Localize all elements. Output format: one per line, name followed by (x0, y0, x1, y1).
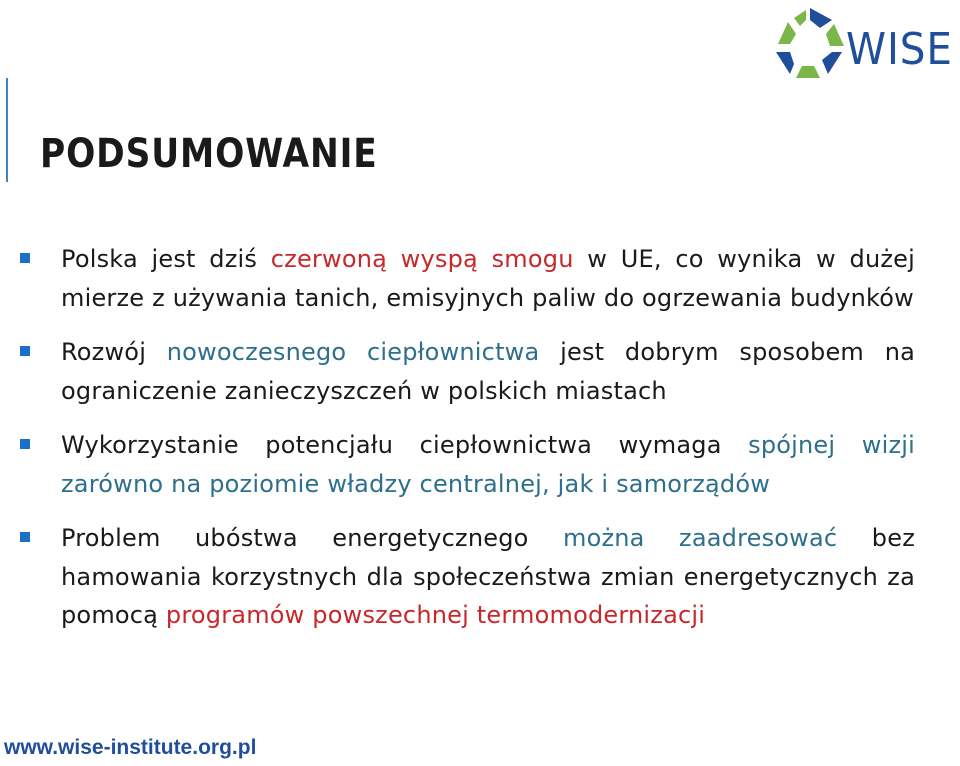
bullet-district-heating (20, 333, 915, 410)
bullet-text: Wykorzystanie potencjału ciepłownictwa wymaga (61, 431, 749, 459)
highlight-red: czerwoną wyspą smogu (270, 245, 574, 273)
footer-website-link[interactable]: www.wise-institute.org.pl (4, 736, 257, 759)
bullet-smog (20, 240, 915, 317)
highlight-teal: można zaadresować (563, 524, 838, 552)
bullet-text: jest dobrym sposobem na ograniczenie zanieczyszczeń w polskich miastach (61, 338, 916, 405)
wise-logo-emblem-icon (774, 6, 846, 82)
wise-logo-text: WISE (846, 24, 953, 75)
summary-bullet-list (20, 240, 915, 651)
bullet-text: w UE, co wynika w dużej mierze z używania tanich, emisyjnych paliw do ogrzewania budynków (61, 245, 916, 312)
bullet-text: Problem ubóstwa energetycznego (61, 524, 563, 552)
wise-logo (774, 4, 952, 84)
highlight-red: programów powszechnej termomodernizacji (165, 601, 706, 629)
title-accent-line (6, 78, 8, 182)
square-bullet-icon (20, 253, 30, 263)
square-bullet-icon (20, 532, 30, 542)
square-bullet-icon (20, 346, 30, 356)
bullet-vision (20, 426, 915, 503)
page-title: PODSUMOWANIE (40, 130, 378, 177)
square-bullet-icon (20, 439, 30, 449)
highlight-teal: spójnej wizji zarówno na poziomie władzy centralnej, jak i samorządów (61, 431, 915, 498)
bullet-text: bez hamowania korzystnych dla społeczeństwa zmian energetycznych za pomocą (61, 524, 915, 629)
bullet-text: Polska jest dziś (61, 245, 271, 273)
bullet-energy-poverty (20, 519, 915, 635)
bullet-text: Rozwój (61, 338, 167, 366)
highlight-teal: nowoczesnego ciepłownictwa (166, 338, 540, 366)
